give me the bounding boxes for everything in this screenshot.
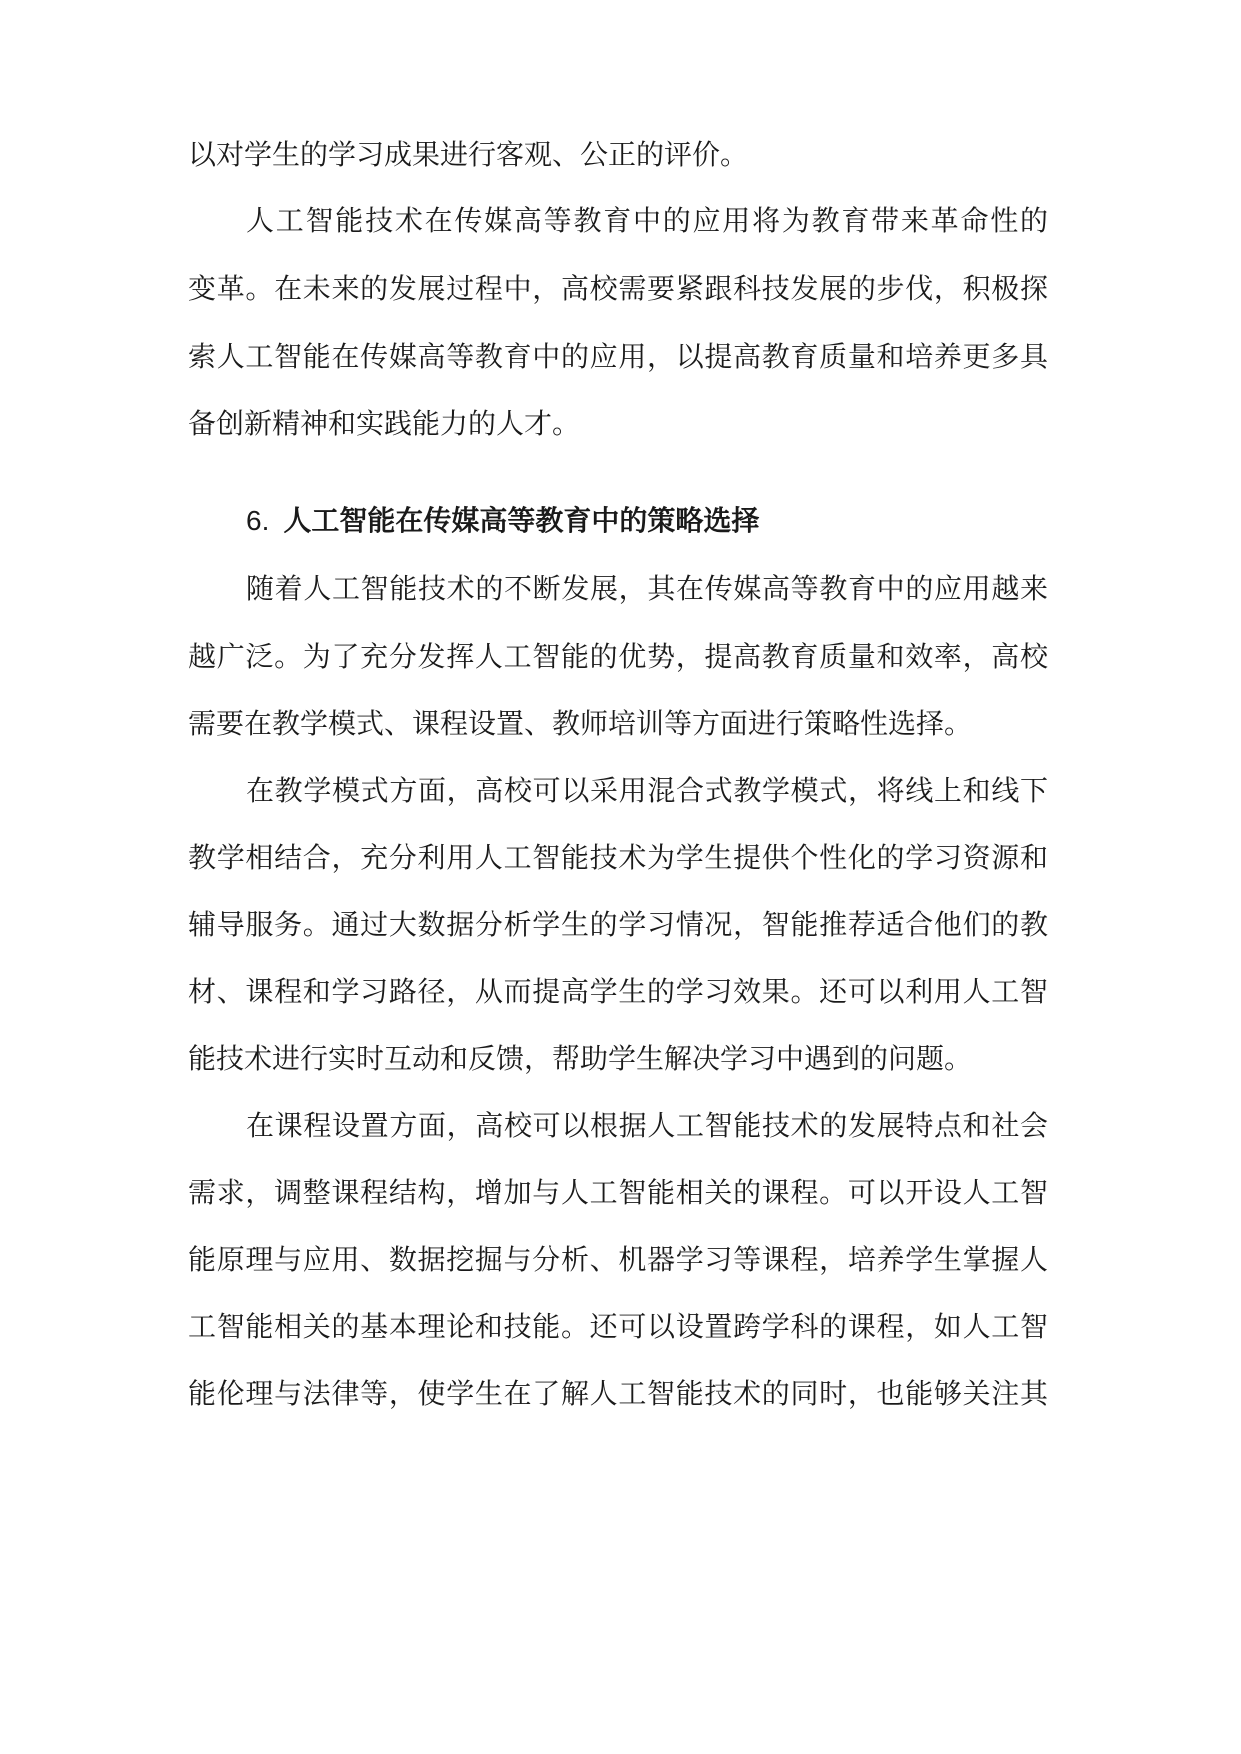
paragraph-line: 在课程设置方面，高校可以根据人工智能技术的发展特点和社会: [246, 1109, 1048, 1142]
paragraph-line: 在教学模式方面，高校可以采用混合式教学模式，将线上和线下: [246, 774, 1048, 807]
paragraph-line: 能技术进行实时互动和反馈，帮助学生解决学习中遇到的问题。: [188, 1042, 973, 1075]
paragraph-line: 教学相结合，充分利用人工智能技术为学生提供个性化的学习资源和: [188, 841, 1048, 874]
paragraph-line: 随着人工智能技术的不断发展，其在传媒高等教育中的应用越来: [246, 572, 1048, 605]
paragraph-line: 索人工智能在传媒高等教育中的应用，以提高教育质量和培养更多具: [188, 340, 1048, 373]
paragraph-line: 需求，调整课程结构，增加与人工智能相关的课程。可以开设人工智: [188, 1176, 1048, 1209]
paragraph-line: 备创新精神和实践能力的人才。: [188, 407, 581, 440]
paragraph-line: 人工智能技术在传媒高等教育中的应用将为教育带来革命性的: [246, 204, 1048, 237]
paragraph-line: 辅导服务。通过大数据分析学生的学习情况，智能推荐适合他们的教: [188, 908, 1048, 941]
section-title: 人工智能在传媒高等教育中的策略选择: [283, 504, 760, 537]
section-number: 6.: [246, 505, 270, 536]
paragraph-line: 越广泛。为了充分发挥人工智能的优势，提高教育质量和效率，高校: [188, 640, 1048, 673]
paragraph-line: 工智能相关的基本理论和技能。还可以设置跨学科的课程，如人工智: [188, 1310, 1048, 1343]
paragraph-line: 能伦理与法律等，使学生在了解人工智能技术的同时，也能够关注其: [188, 1377, 1048, 1410]
paragraph-line: 变革。在未来的发展过程中，高校需要紧跟科技发展的步伐，积极探: [188, 272, 1048, 305]
paragraph-line: 需要在教学模式、课程设置、教师培训等方面进行策略性选择。: [188, 707, 973, 740]
paragraph-line: 能原理与应用、数据挖掘与分析、机器学习等课程，培养学生掌握人: [188, 1243, 1048, 1276]
section-heading: [246, 501, 759, 541]
paragraph-line: 以对学生的学习成果进行客观、公正的评价。: [188, 138, 749, 171]
paragraph-line: 材、课程和学习路径，从而提高学生的学习效果。还可以利用人工智: [188, 975, 1048, 1008]
